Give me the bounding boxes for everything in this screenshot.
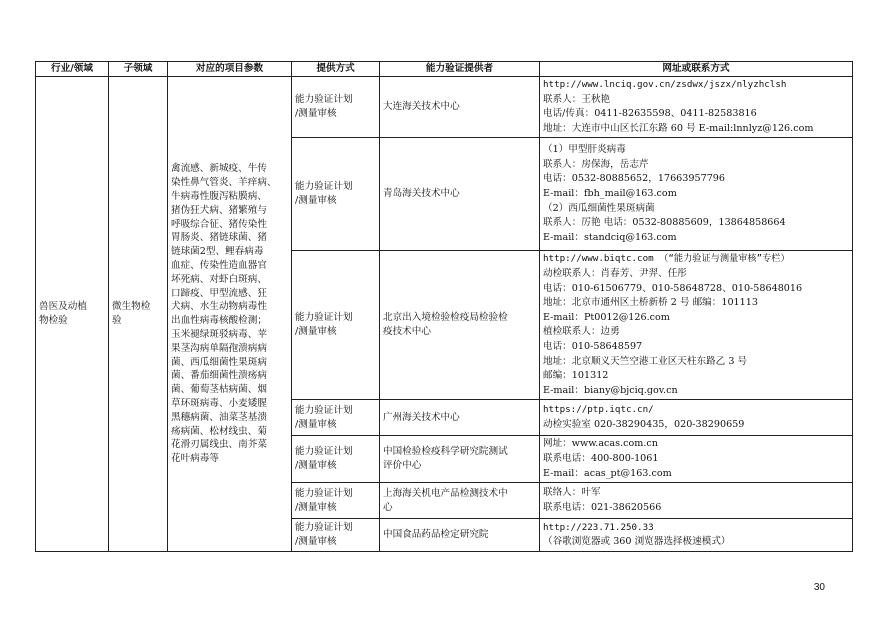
provider-cell	[380, 251, 540, 400]
params-line: 链球菌2型、鲤春病毒	[171, 246, 264, 258]
provider-cell	[380, 519, 540, 552]
params-line: 呼吸综合征、猪传染性	[171, 218, 267, 230]
method-cell	[292, 483, 380, 519]
provider-line: 北京出入境检验检疫局检验检	[383, 312, 508, 324]
provider-line: 心	[383, 501, 393, 513]
contact-line: 动检实验室 020-38290435，020-38290659	[543, 418, 745, 430]
header-subfield: 子领域	[109, 62, 168, 77]
method-line: 能力验证计划	[295, 312, 353, 324]
industry-line: 物检验	[39, 315, 68, 327]
method-line: /测量审核	[295, 536, 337, 548]
contact-line: 地址：大连市中山区长江东路 60 号 E-mail:lnnlyz@126.com	[543, 122, 814, 134]
params-line: 禽流感、新城疫、牛传	[171, 163, 267, 175]
header-row	[36, 62, 853, 77]
method-line: 能力验证计划	[295, 94, 353, 106]
contact-line: 植检联系人：边勇	[543, 326, 620, 338]
contact-line: 联系人：厉艳 电话：0532-80885609，13864858664	[543, 217, 786, 229]
contact-url[interactable]: https://ptp.iqtc.cn/	[543, 404, 654, 416]
params-line: 出血性病毒核酸检测；	[171, 315, 267, 327]
contact-cell	[540, 519, 853, 552]
industry-cell	[36, 77, 109, 552]
provider-line: 大连海关技术中心	[383, 101, 460, 113]
proficiency-table	[35, 61, 853, 552]
industry-line: 兽医及动植	[39, 301, 87, 313]
params-line: 染性鼻气管炎、羊痒病、	[171, 177, 277, 189]
params-line: 菌、西瓜细菌性果斑病	[171, 356, 267, 368]
params-line: 菌、葡萄茎枯病菌、烟	[171, 384, 267, 396]
header-params: 对应的项目参数	[168, 62, 292, 77]
contact-email[interactable]: E-mail：standciq@163.com	[543, 231, 677, 243]
contact-email[interactable]: E-mail：biany@bjciq.gov.cn	[543, 384, 678, 396]
params-line: 玉米褪绿斑驳病毒、苹	[171, 328, 267, 340]
contact-line: 电话：010-61506779、010-58648728、010-58648016	[543, 282, 803, 294]
provider-cell	[380, 138, 540, 251]
provider-cell	[380, 436, 540, 483]
contact-email[interactable]: E-mail：acas_pt@163.com	[543, 467, 672, 479]
params-line: 胃肠炎、猪链球菌、猪	[171, 232, 267, 244]
contact-cell	[540, 251, 853, 400]
contact-cell	[540, 436, 853, 483]
params-line: 坏死病、对虾白斑病、	[171, 273, 267, 285]
params-line: 草环斑病毒、小麦矮腥	[171, 397, 267, 409]
contact-line: 地址：北京市通州区土桥新桥 2 号 邮编：101113	[543, 297, 758, 309]
contact-line: 联系人：房保海，岳志芹	[543, 158, 649, 170]
contact-cell	[540, 483, 853, 519]
method-cell	[292, 400, 380, 436]
params-line: 血症、传染性造血器官	[171, 259, 267, 271]
provider-line: 中国食品药品检定研究院	[383, 529, 489, 541]
header-method: 提供方式	[292, 62, 380, 77]
method-line: 能力验证计划	[295, 404, 353, 416]
header-provider: 能力验证提供者	[380, 62, 540, 77]
method-line: /测量审核	[295, 195, 337, 207]
method-line: /测量审核	[295, 460, 337, 472]
provider-cell	[380, 400, 540, 436]
header-contact: 网址或联系方式	[540, 62, 853, 77]
contact-line: （2）西瓜细菌性果斑病菌	[543, 202, 655, 214]
method-cell	[292, 138, 380, 251]
contact-url[interactable]: http://www.lnciq.gov.cn/zsdwx/jszx/nlyzhclsh	[543, 79, 787, 90]
contact-line: 联系电话：400-800-1061	[543, 453, 659, 465]
method-cell	[292, 436, 380, 483]
contact-cell	[540, 77, 853, 138]
params-line: 果茎沟病单隔孢溃病病	[171, 342, 267, 354]
provider-line: 中国检验检疫科学研究院测试	[383, 446, 508, 458]
contact-line: 邮编：101312	[543, 370, 609, 382]
contact-line: 联系人：王秋艳	[543, 93, 611, 105]
header-industry: 行业/领域	[36, 62, 109, 77]
method-line: /测量审核	[295, 108, 337, 120]
subfield-line: 微生物检	[112, 301, 151, 313]
contact-line: 电话：0532-80885652，17663957796	[543, 173, 726, 185]
method-line: 能力验证计划	[295, 522, 353, 534]
contact-line: （谷歌浏览器或 360 浏览器选择极速模式）	[543, 536, 731, 548]
contact-line: 地址：北京顺义天竺空港工业区天柱东路乙 3 号	[543, 355, 748, 367]
contact-url[interactable]: 网址：www.acas.com.cn	[543, 438, 658, 450]
contact-cell	[540, 138, 853, 251]
contact-url[interactable]: http://www.biqtc.com （“能力验证与测量审核”专栏）	[543, 253, 790, 265]
method-line: /测量审核	[295, 501, 337, 513]
params-line: 疡病菌、松材线虫、菊	[171, 425, 267, 437]
subfield-line: 验	[112, 315, 122, 327]
contact-url[interactable]: http://223.71.250.33	[543, 521, 654, 533]
contact-email[interactable]: E-mail：fbh_mail@163.com	[543, 188, 677, 200]
method-cell	[292, 77, 380, 138]
method-line: /测量审核	[295, 418, 337, 430]
params-line: 菌、番茄细菌性溃疡病	[171, 370, 267, 382]
method-line: 能力验证计划	[295, 446, 353, 458]
provider-cell	[380, 483, 540, 519]
params-line: 猪伪狂犬病、猪繁殖与	[171, 204, 267, 216]
contact-email[interactable]: E-mail：Pt0012@126.com	[543, 311, 670, 323]
contact-line: 电话：010-58648597	[543, 340, 643, 352]
contact-line: 电话/传真：0411-82635598、0411-82583816	[543, 108, 757, 120]
provider-line: 青岛海关技术中心	[383, 188, 460, 200]
table-row	[36, 77, 853, 138]
params-line: 牛病毒性腹泻粘膜病、	[171, 190, 267, 202]
provider-line: 评价中心	[383, 460, 422, 472]
params-cell	[168, 77, 292, 552]
provider-line: 广州海关技术中心	[383, 411, 460, 423]
params-line: 黑穗病菌、油菜茎基溃	[171, 411, 267, 423]
params-line: 花叶病毒等	[171, 453, 219, 465]
method-line: 能力验证计划	[295, 181, 353, 193]
params-line: 口蹄疫、甲型流感、狂	[171, 287, 267, 299]
method-line: 能力验证计划	[295, 487, 353, 499]
contact-line: （1）甲型肝炎病毒	[543, 144, 626, 156]
method-line: /测量审核	[295, 326, 337, 338]
method-cell	[292, 519, 380, 552]
contact-line: 联络人：叶军	[543, 487, 601, 499]
subfield-cell	[109, 77, 168, 552]
provider-line: 上海海关机电产品检测技术中	[383, 487, 508, 499]
contact-cell	[540, 400, 853, 436]
provider-line: 疫技术中心	[383, 326, 431, 338]
contact-line: 联系电话：021-38620566	[543, 501, 662, 513]
params-line: 犬病、水生动物病毒性	[171, 301, 267, 313]
page-number: 30	[813, 582, 825, 593]
provider-cell	[380, 77, 540, 138]
params-line: 花滑刃属线虫、南芥菜	[171, 439, 267, 451]
method-cell	[292, 251, 380, 400]
contact-line: 动检联系人：肖春芳、尹羿、任彤	[543, 267, 687, 279]
